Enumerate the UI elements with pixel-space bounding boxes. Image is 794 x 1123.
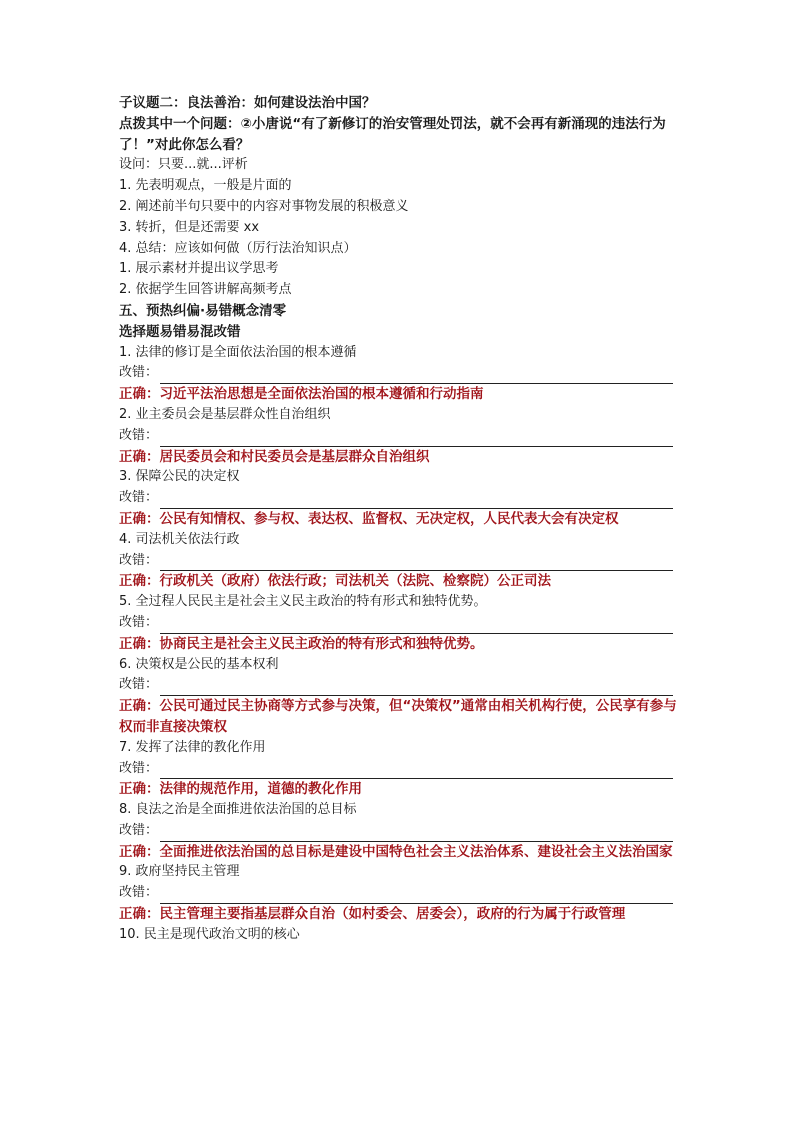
fix-row [119,759,679,780]
fix-row [119,551,679,572]
fix-items-list [119,343,679,946]
correct-answer: 正确：全面推进依法治国的总目标是建设中国特色社会主义法治体系、建设社会主义法治国家 [119,843,673,860]
answer-blank[interactable] [160,619,673,634]
step-item: 2. 依据学生回答讲解高频考点 [119,282,292,298]
fix-row [119,675,679,696]
question-item: 4. 司法机关依法行政 [119,531,240,547]
answer-blank[interactable] [160,889,673,904]
steps-list [119,176,679,301]
question-item: 7. 发挥了法律的教化作用 [119,739,266,755]
question-item: 1. 法律的修订是全面依法治国的根本遵循 [119,344,357,360]
answer-blank[interactable] [160,432,673,447]
fix-row [119,821,679,842]
correct-answer: 正确：公民可通过民主协商等方式参与决策，但“决策权”通常由相关机构行使，公民享有参与权而非直接决策权 [119,698,677,735]
correct-answer: 正确：法律的规范作用，道德的教化作用 [119,781,362,798]
fix-label: 改错： [119,365,159,381]
question-item: 2. 业主委员会是基层群众性自治组织 [119,406,331,422]
topic-heading: 子议题二：良法善治：如何建设法治中国？ [119,95,376,111]
fix-label: 改错： [119,614,159,630]
fix-row [119,883,679,904]
setup-text: 设问：只要...就...评析 [119,157,248,173]
correct-answer: 正确：习近平法治思想是全面依法治国的根本遵循和行动指南 [119,386,484,403]
fix-label: 改错： [119,822,159,838]
fix-label: 改错： [119,677,159,693]
fix-label: 改错： [119,760,159,776]
document-page [119,93,679,946]
question-item: 10. 民主是现代政治文明的核心 [119,926,300,942]
step-item: 1. 展示素材并提出议学思考 [119,261,279,277]
question-item: 3. 保障公民的决定权 [119,469,240,485]
correct-answer: 正确：民主管理主要指基层群众自治（如村委会、居委会），政府的行为属于行政管理 [119,906,626,923]
step-item: 2. 阐述前半句只要中的内容对事物发展的积极意义 [119,198,409,214]
sub-title: 选择题易错易混改错 [119,323,241,340]
fix-row [119,613,679,634]
fix-row [119,488,679,509]
question-item: 5. 全过程人民民主是社会主义民主政治的特有形式和独特优势。 [119,594,487,610]
answer-blank[interactable] [160,494,673,509]
step-item: 3. 转折，但是还需要 xx [119,219,260,235]
answer-blank[interactable] [160,556,673,571]
step-item: 1. 先表明观点，一般是片面的 [119,178,292,194]
answer-blank[interactable] [160,827,673,842]
question-item: 8. 良法之治是全面推进依法治国的总目标 [119,802,357,818]
answer-blank[interactable] [160,681,673,696]
correct-answer: 正确：协商民主是社会主义民主政治的特有形式和独特优势。 [119,635,484,652]
correct-answer: 正确：行政机关（政府）依法行政；司法机关（法院、检察院）公正司法 [119,573,551,590]
question-item: 9. 政府坚持民主管理 [119,864,240,880]
fix-label: 改错： [119,427,159,443]
question-item: 6. 决策权是公民的基本权利 [119,656,279,672]
question-text: 点拨其中一个问题：②小唐说“有了新修订的治安管理处罚法，就不会再有新涌现的违法行为了！”对此你怎么看？ [119,115,666,153]
answer-blank[interactable] [160,369,673,384]
correct-answer: 正确：公民有知情权、参与权、表达权、监督权、无决定权，人民代表大会有决定权 [119,510,619,527]
fix-label: 改错： [119,490,159,506]
answer-blank[interactable] [160,764,673,779]
step-item: 4. 总结：应该如何做（厉行法治知识点） [119,240,357,256]
correct-answer: 正确：居民委员会和村民委员会是基层群众自治组织 [119,448,430,465]
fix-row [119,426,679,447]
fix-row [119,363,679,384]
fix-label: 改错： [119,885,159,901]
section-title: 五、预热纠偏·易错概念清零 [119,302,287,319]
fix-label: 改错： [119,552,159,568]
